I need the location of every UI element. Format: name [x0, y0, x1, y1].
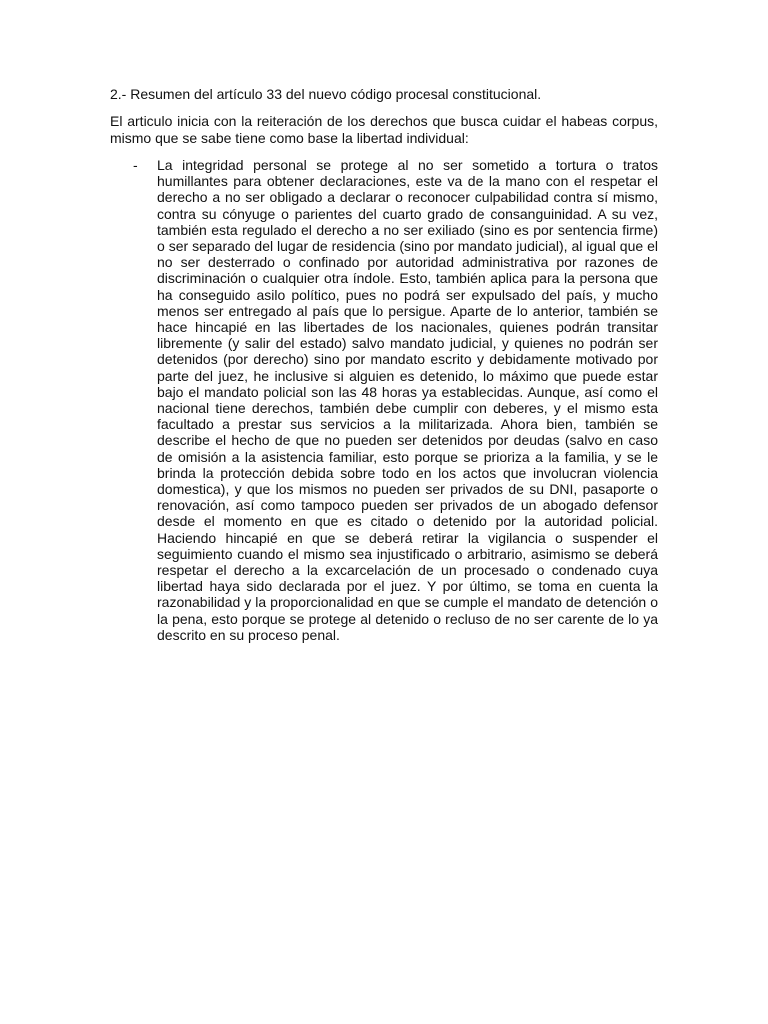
list-item: [110, 157, 658, 643]
document-page: [110, 86, 658, 643]
bullet-dash-marker: -: [133, 157, 138, 173]
bullet-list: [110, 157, 658, 643]
intro-paragraph: El articulo inicia con la reiteración de los derechos que busca cuidar el habeas corpus, mismo que se sabe tiene como base la libertad individual:: [110, 113, 658, 146]
bullet-paragraph: La integridad personal se protege al no ser sometido a tortura o tratos humillantes para obtener declaraciones, este va de la mano con el respetar el derecho a no ser obligado a declarar o reconocer culpabilidad contra sí mismo, contra su cónyuge o parientes del cuarto grado de consanguinidad. A su vez, también esta regulado el derecho a no ser exiliado (sino es por sentencia firme) o ser separado del lugar de residencia (sino por mandato judicial), al igual que el no ser desterrado o confinado por autoridad administrativa por razones de discriminación o cualquier otra índole. Esto, también aplica para la persona que ha conseguido asilo político, pues no podrá ser expulsado del país, y mucho menos ser entregado al país que lo persigue. Aparte de lo anterior, también se hace hincapié en las libertades de los nacionales, quienes podrán transitar libremente (y salir del estado) salvo mandato judicial, y quienes no podrán ser detenidos (por derecho) sino por mandato escrito y debidamente motivado por parte del juez, he inclusive si alguien es detenido, lo máximo que puede estar bajo el mandato policial son las 48 horas ya establecidas. Aunque, así como el nacional tiene derechos, también debe cumplir con deberes, y el mismo esta facultado a prestar sus servicios a la militarizada. Ahora bien, también se describe el hecho de que no pueden ser detenidos por deudas (salvo en caso de omisión a la asistencia familiar, esto porque se prioriza a la familia, y se le brinda la protección debida sobre todo en los actos que involucran violencia domestica), y que los mismos no pueden ser privados de su DNI, pasaporte o renovación, así como tampoco pueden ser privados de un abogado defensor desde el momento en que es citado o detenido por la autoridad policial. Haciendo hincapié en que se deberá retirar la vigilancia o suspender el seguimiento cuando el mismo sea injustificado o arbitrario, asimismo se deberá respetar el derecho a la excarcelación de un procesado o condenado cuya libertad haya sido declarada por el juez. Y por último, se toma en cuenta la razonabilidad y la proporcionalidad en que se cumple el mandato de detención o la pena, esto porque se protege al detenido o recluso de no ser carente de lo ya descrito en su proceso penal.: [157, 157, 658, 643]
section-heading: 2.- Resumen del artículo 33 del nuevo código procesal constitucional.: [110, 86, 542, 102]
